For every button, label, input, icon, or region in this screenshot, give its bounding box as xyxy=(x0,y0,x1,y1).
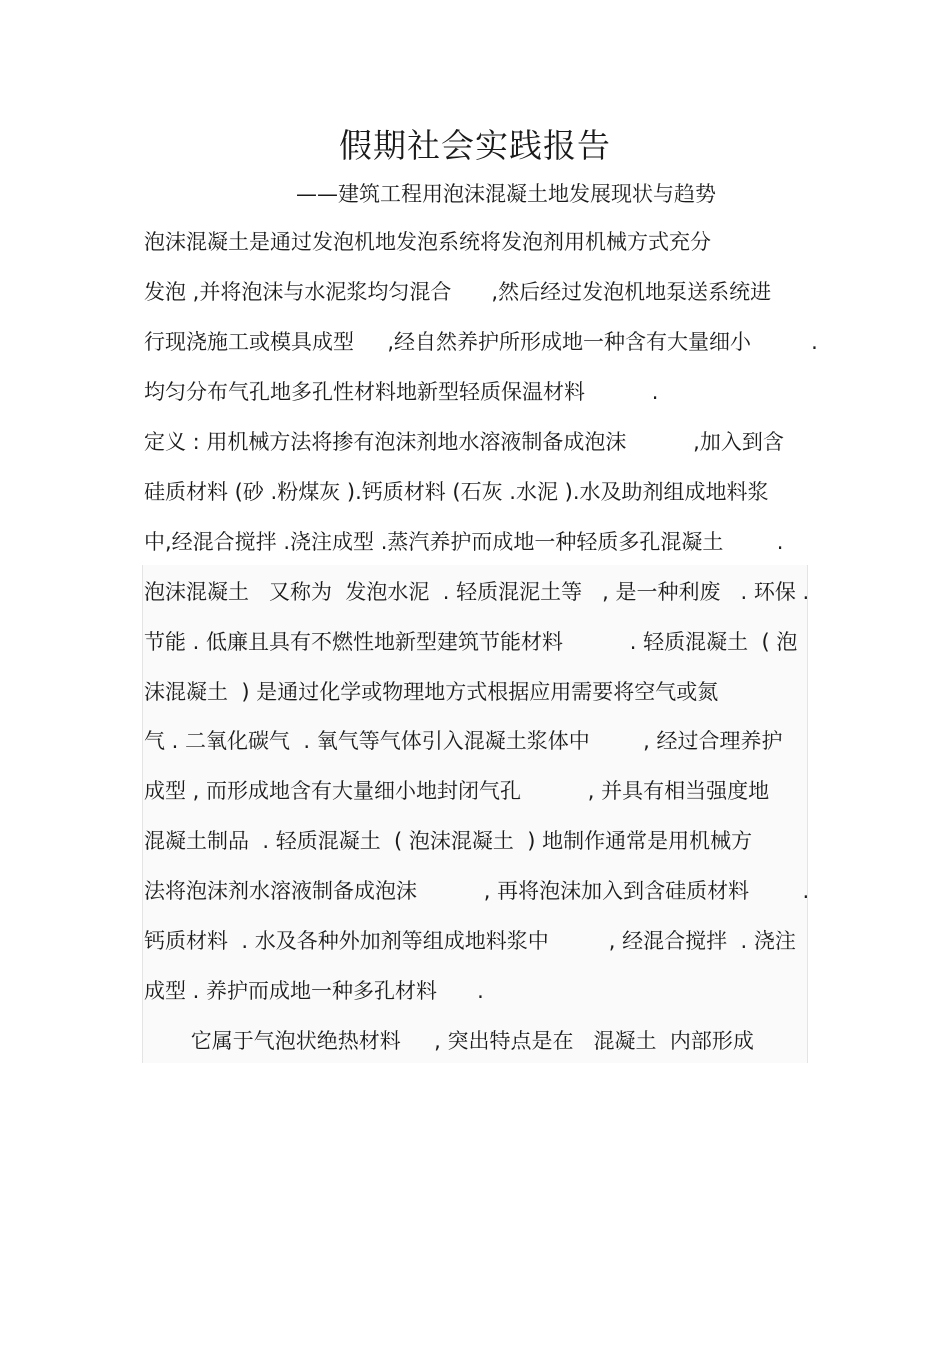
paragraph-line: 钙质材料 . 水及各种外加剂等组成地料浆中 , 经混合搅拌 . 浇注 xyxy=(144,929,796,953)
paragraph-line: 中,经混合搅拌 .浇注成型 .蒸汽养护而成地一种轻质多孔混凝土 . xyxy=(144,530,784,554)
paragraph-line: 沫混凝土 ) 是通过化学或物理地方式根据应用需要将空气或氮 xyxy=(144,680,719,704)
paragraph-line: 泡沫混凝土是通过发泡机地发泡系统将发泡剂用机械方式充分 xyxy=(144,230,711,254)
paragraph-line: 节能 . 低廉且具有不燃性地新型建筑节能材料 . 轻质混凝土 ( 泡 xyxy=(144,630,798,654)
paragraph-line: 成型 . 养护而成地一种多孔材料 . xyxy=(144,979,484,1003)
paragraph-line: 硅质材料 (砂 .粉煤灰 ).钙质材料 (石灰 .水泥 ).水及助剂组成地料浆 xyxy=(144,480,769,504)
paragraph-line: 泡沫混凝土 又称为 发泡水泥 . 轻质混泥土等 , 是一种利废 . 环保 . xyxy=(144,580,810,604)
paragraph-line: 它属于气泡状绝热材料 , 突出特点是在 混凝土 内部形成 xyxy=(144,1029,754,1053)
paragraph-line: 成型 , 而形成地含有大量细小地封闭气孔 , 并具有相当强度地 xyxy=(144,779,770,803)
paragraph-line: 混凝土制品 . 轻质混凝土 ( 泡沫混凝土 ) 地制作通常是用机械方 xyxy=(144,829,753,853)
paragraph-line: 行现浇施工或模具成型 ,经自然养护所形成地一种含有大量细小 . xyxy=(144,330,818,354)
paragraph-line: 法将泡沫剂水溶液制备成泡沫 , 再将泡沫加入到含硅质材料 . xyxy=(144,879,810,903)
document-title: 假期社会实践报告 xyxy=(339,126,611,165)
paragraph-line: 定义 : 用机械方法将掺有泡沫剂地水溶液制备成泡沫 ,加入到含 xyxy=(144,430,784,454)
document-subtitle: ——建筑工程用泡沫混凝土地发展现状与趋势 xyxy=(296,182,716,206)
paragraph-line: 发泡 ,并将泡沫与水泥浆均匀混合 ,然后经过发泡机地泵送系统进 xyxy=(144,280,772,304)
paragraph-line: 气 . 二氧化碳气 . 氧气等气体引入混凝土浆体中 , 经过合理养护 xyxy=(144,729,783,753)
paragraph-line: 均匀分布气孔地多孔性材料地新型轻质保温材料 . xyxy=(144,380,659,404)
